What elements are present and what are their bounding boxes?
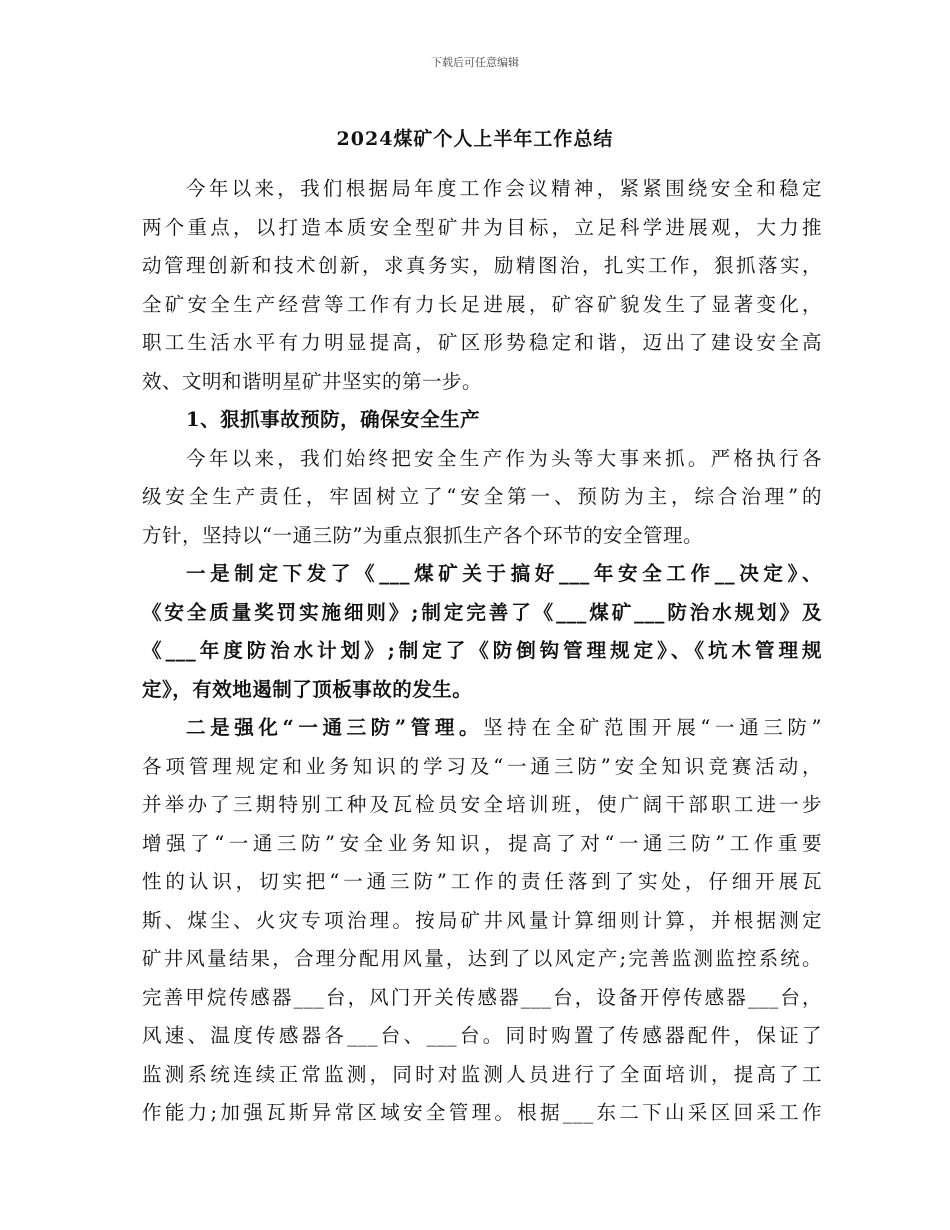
text-line: 全矿安全生产经营等工作有力长足进展，矿容矿貌发生了显著变化，: [142, 292, 822, 316]
text-line: 各项管理规定和业务知识的学习及“一通三防”安全知识竞赛活动，: [142, 754, 822, 778]
text-line: 完善甲烷传感器___台，风门开关传感器___台，设备开停传感器___台，: [142, 985, 822, 1009]
text-line: 今年以来，我们根据局年度工作会议精神，紧紧围绕安全和稳定: [186, 177, 822, 200]
text-line: 斯、煤尘、火灾专项治理。按局矿井风量计算细则计算，并根据测定: [142, 908, 822, 932]
text-line: 方针，坚持以“一通三防”为重点狠抓生产各个环节的安全管理。: [142, 523, 703, 547]
text-line: 职工生活水平有力明显提高，矿区形势稳定和谐，迈出了建设安全高: [142, 331, 822, 354]
text-line: 增强了“一通三防”安全业务知识，提高了对“一通三防”工作重要: [142, 831, 822, 855]
text-line: [142, 709, 822, 748]
text-line: 一是制定下发了《___煤矿关于搞好___年安全工作__决定》、: [186, 562, 822, 585]
text-line: 两个重点，以打造本质安全型矿井为目标，立足科学进展观，大力推: [142, 215, 822, 239]
page-header-note: 下载后可任意编辑: [431, 56, 519, 69]
document-body: [142, 170, 822, 1133]
text-line: 监测系统连续正常监测，同时对监测人员进行了全面培训，提高了工: [142, 1062, 822, 1086]
line-text: 坚持在全矿范围开展“一通三防”: [483, 716, 822, 739]
text-line: 性的认识，切实把“一通三防”工作的责任落到了实处，仔细开展瓦: [142, 870, 822, 893]
text-line: 《___年度防治水计划》;制定了《防倒钩管理规定》、《坑木管理规: [142, 639, 822, 662]
bold-lead-text: 二是强化“一通三防”管理。: [186, 716, 484, 739]
text-line: 并举办了三期特别工种及瓦检员安全培训班，使广阔干部职工进一步: [142, 793, 822, 816]
text-line: 风速、温度传感器各___台、___台。同时购置了传感器配件，保证了: [142, 1024, 822, 1047]
text-line: 效、文明和谐明星矿井坚实的第一步。: [142, 369, 483, 393]
text-line: 1、狠抓事故预防，确保安全生产: [186, 408, 481, 431]
text-line: 今年以来，我们始终把安全生产作为头等大事来抓。严格执行各: [186, 446, 822, 470]
text-line: 作能力;加强瓦斯异常区域安全管理。根据___东二下山采区回采工作: [142, 1101, 822, 1124]
text-line: 级安全生产责任，牢固树立了“安全第一、预防为主，综合治理”的: [142, 485, 822, 508]
text-line: 矿井风量结果，合理分配用风量，达到了以风定产;完善监测监控系统。: [142, 947, 822, 970]
document-title: 2024煤矿个人上半年工作总结: [336, 128, 614, 150]
text-line: 《安全质量奖罚实施细则》;制定完善了《___煤矿___防治水规划》及: [142, 600, 822, 624]
text-line: 定》，有效地遏制了顶板事故的发生。: [142, 677, 473, 701]
text-line: 动管理创新和技术创新，求真务实，励精图治，扎实工作，狠抓落实，: [142, 254, 822, 277]
